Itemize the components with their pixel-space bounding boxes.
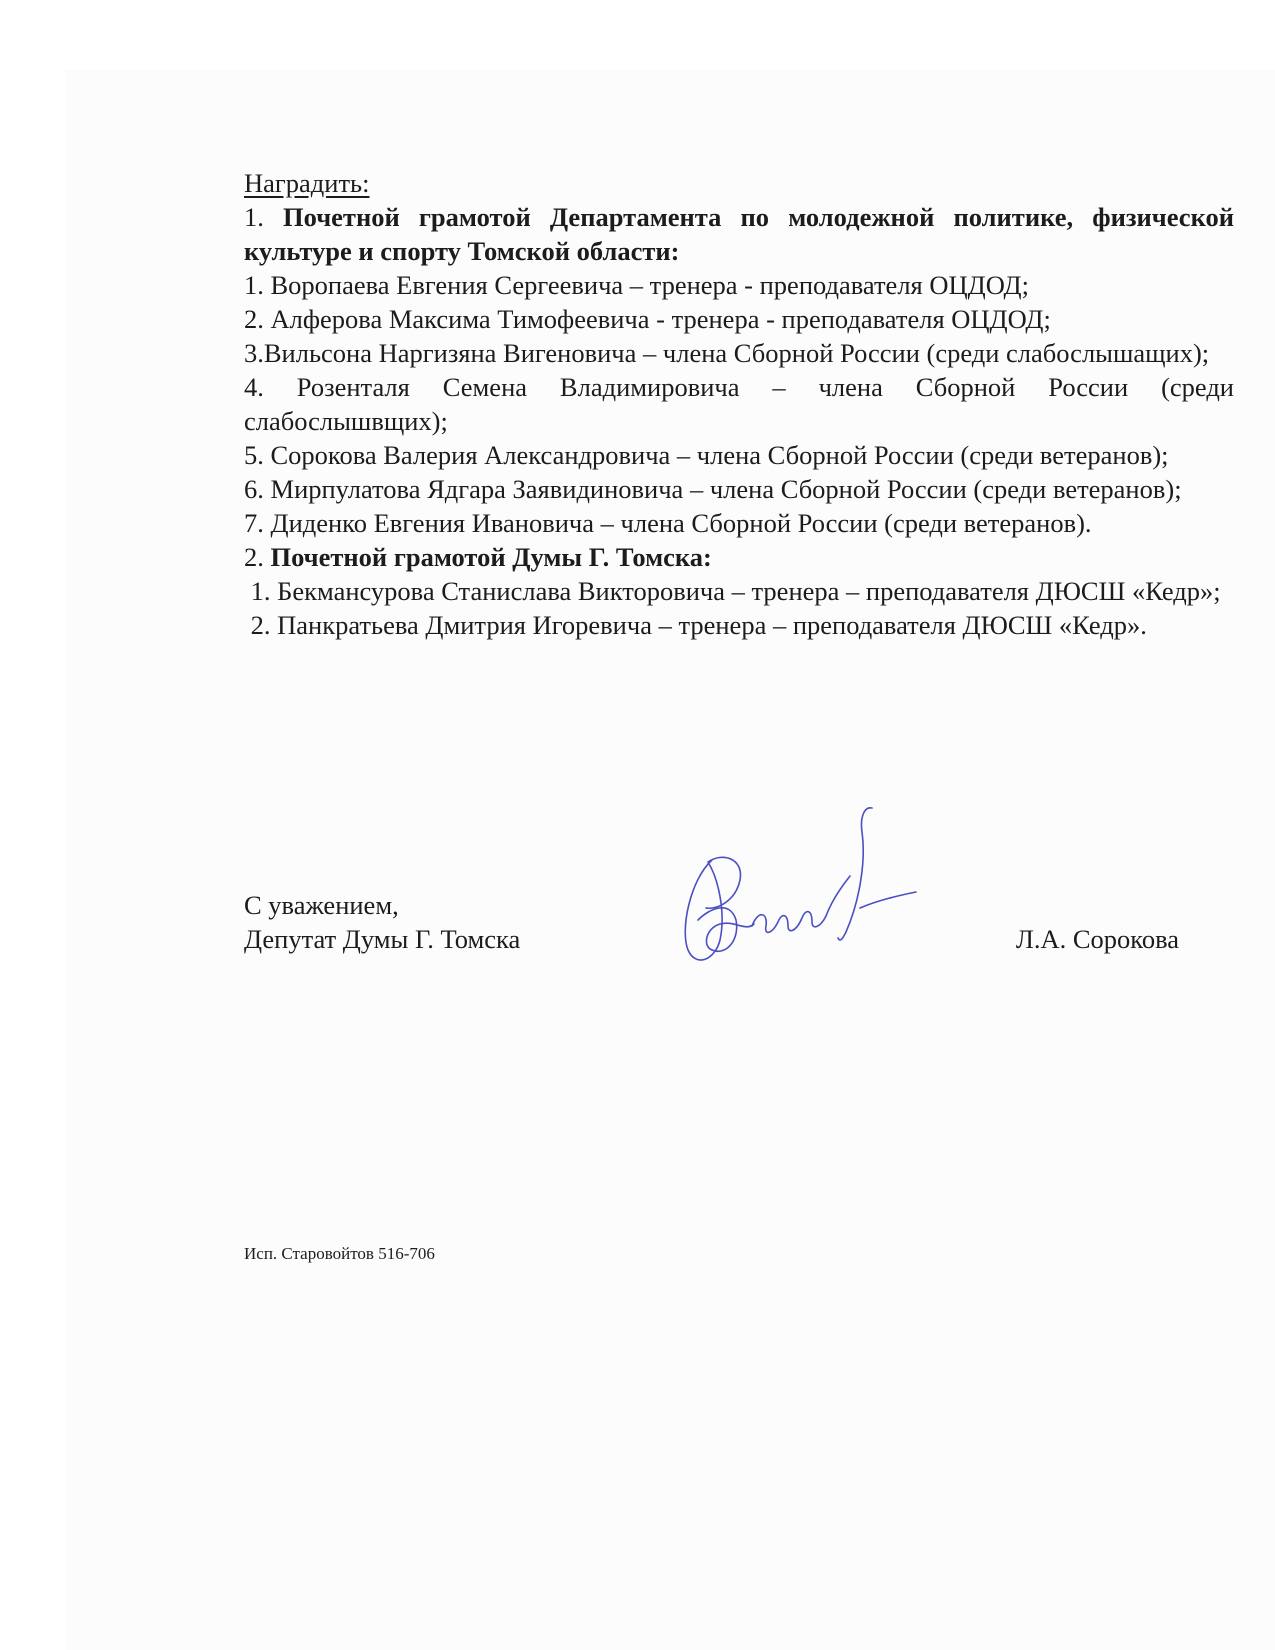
signer-name: Л.А. Сорокова bbox=[1015, 924, 1179, 954]
list-item: 2. Алферова Максима Тимофеевича - тренера - преподавателя ОЦДОД; bbox=[244, 304, 1051, 334]
section-2-title bbox=[244, 540, 1234, 574]
award-heading: Наградить: bbox=[244, 168, 370, 198]
list-item: 3.Вильсона Наргизяна Вигеновича – члена Сборной России (среди слабослышащих); bbox=[244, 338, 1210, 368]
executor-note: Исп. Старовойтов 516-706 bbox=[244, 1244, 435, 1263]
section-2-title-text: Почетной грамотой Думы Г. Томска: bbox=[270, 542, 712, 572]
section-1-title bbox=[244, 200, 1234, 268]
signer-position: Депутат Думы Г. Томска bbox=[244, 924, 521, 954]
section-1-number: 1. bbox=[244, 202, 264, 232]
list-item: 7. Диденко Евгения Ивановича – члена Сборной России (среди ветеранов). bbox=[244, 508, 1092, 538]
list-item: 2. Панкратьева Дмитрия Игоревича – тренера – преподавателя ДЮСШ «Кедр». bbox=[244, 610, 1147, 640]
list-item: 1. Воропаева Евгения Сергеевича – тренера - преподавателя ОЦДОД; bbox=[244, 270, 1029, 300]
signer-info bbox=[244, 888, 520, 956]
heading-line bbox=[244, 166, 1234, 200]
letter-body bbox=[244, 166, 1234, 642]
handwritten-signature bbox=[660, 800, 930, 990]
closing-phrase: С уважением, bbox=[244, 890, 399, 920]
section-1-title-text: Почетной грамотой Департамента по молодежной политике, физической культуре и спорту Томской области: bbox=[244, 202, 1235, 266]
list-item: 6. Мирпулатова Ядгара Заявидиновича – члена Сборной России (среди ветеранов); bbox=[244, 474, 1182, 504]
list-item: 4. Розенталя Семена Владимировича – члена Сборной России (среди слабослышвщих); bbox=[244, 372, 1234, 436]
list-item: 1. Бекмансурова Станислава Викторовича – тренера – преподавателя ДЮСШ «Кедр»; bbox=[244, 576, 1221, 606]
section-2-number: 2. bbox=[244, 542, 264, 572]
list-item: 5. Сорокова Валерия Александровича – члена Сборной России (среди ветеранов); bbox=[244, 440, 1169, 470]
